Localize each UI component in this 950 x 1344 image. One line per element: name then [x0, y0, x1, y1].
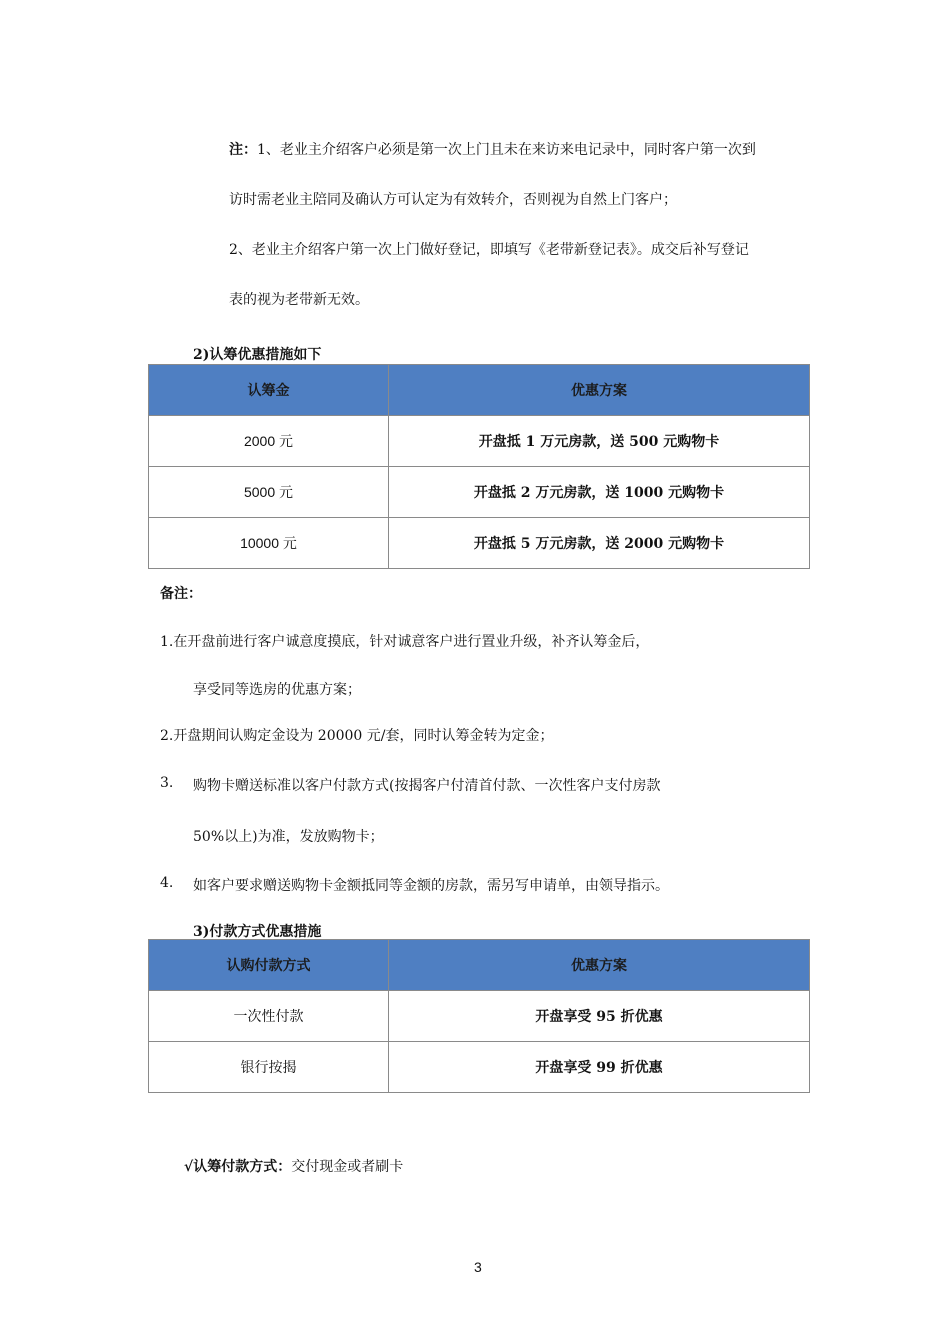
remark-item-3-number: 3.	[160, 775, 174, 791]
payment-method-label: √认筹付款方式：	[184, 1159, 292, 1175]
note-line-3: 2、老业主介绍客户第一次上门做好登记，即填写《老带新登记表》。成交后补写登记	[229, 242, 749, 258]
page-number: 3	[474, 1259, 482, 1275]
remark-item-2: 2.开盘期间认购定金设为 20000 元/套，同时认筹金转为定金；	[160, 728, 554, 744]
table-row	[149, 1042, 810, 1093]
payment-method-line	[184, 1156, 403, 1176]
remark-item-3-cont: 50%以上)为准，发放购物卡；	[193, 829, 384, 845]
header-offer: 优惠方案	[389, 365, 810, 416]
note-line-1	[229, 139, 756, 159]
header-offer: 优惠方案	[389, 940, 810, 991]
remarks-title: 备注：	[160, 586, 202, 602]
table-row	[149, 518, 810, 569]
remark-item-4: 如客户要求赠送购物卡金额抵同等金额的房款，需另写申请单，由领导指示。	[193, 878, 669, 894]
payment-method: 银行按揭	[149, 1042, 389, 1093]
header-payment-method: 认购付款方式	[149, 940, 389, 991]
offer-plan: 开盘抵 5 万元房款，送 2000 元购物卡	[389, 518, 810, 569]
note-line-1-text: 1、老业主介绍客户必须是第一次上门且未在来访来电记录中，同时客户第一次到	[257, 142, 756, 158]
payment-method-value: 交付现金或者刷卡	[291, 1159, 404, 1175]
header-deposit: 认筹金	[149, 365, 389, 416]
remark-item-3: 购物卡赠送标准以客户付款方式(按揭客户付清首付款、一次性客户支付房款	[193, 778, 661, 794]
table-row	[149, 991, 810, 1042]
table-header-row	[149, 940, 810, 991]
note-line-2: 访时需老业主陪同及确认方可认定为有效转介，否则视为自然上门客户；	[229, 192, 677, 208]
remark-item-1: 1.在开盘前进行客户诚意度摸底，针对诚意客户进行置业升级，补齐认筹金后，	[160, 634, 650, 650]
payment-method: 一次性付款	[149, 991, 389, 1042]
deposit-amount: 10000 元	[149, 518, 389, 569]
section3-title: 3)付款方式优惠措施	[193, 924, 322, 940]
note-line-4: 表的视为老带新无效。	[229, 292, 369, 308]
deposit-amount: 5000 元	[149, 467, 389, 518]
remark-item-1-cont: 享受同等选房的优惠方案；	[193, 682, 361, 698]
offer-plan: 开盘抵 1 万元房款，送 500 元购物卡	[389, 416, 810, 467]
table-header-row	[149, 365, 810, 416]
section2-title: 2)认筹优惠措施如下	[193, 347, 322, 363]
subscription-discount-table	[148, 364, 810, 569]
table-row	[149, 416, 810, 467]
offer-plan: 开盘抵 2 万元房款，送 1000 元购物卡	[389, 467, 810, 518]
table-row	[149, 467, 810, 518]
offer-plan: 开盘享受 95 折优惠	[389, 991, 810, 1042]
deposit-amount: 2000 元	[149, 416, 389, 467]
payment-discount-table	[148, 939, 810, 1093]
offer-plan: 开盘享受 99 折优惠	[389, 1042, 810, 1093]
remark-item-4-number: 4.	[160, 875, 174, 891]
note-prefix: 注：	[229, 142, 257, 158]
